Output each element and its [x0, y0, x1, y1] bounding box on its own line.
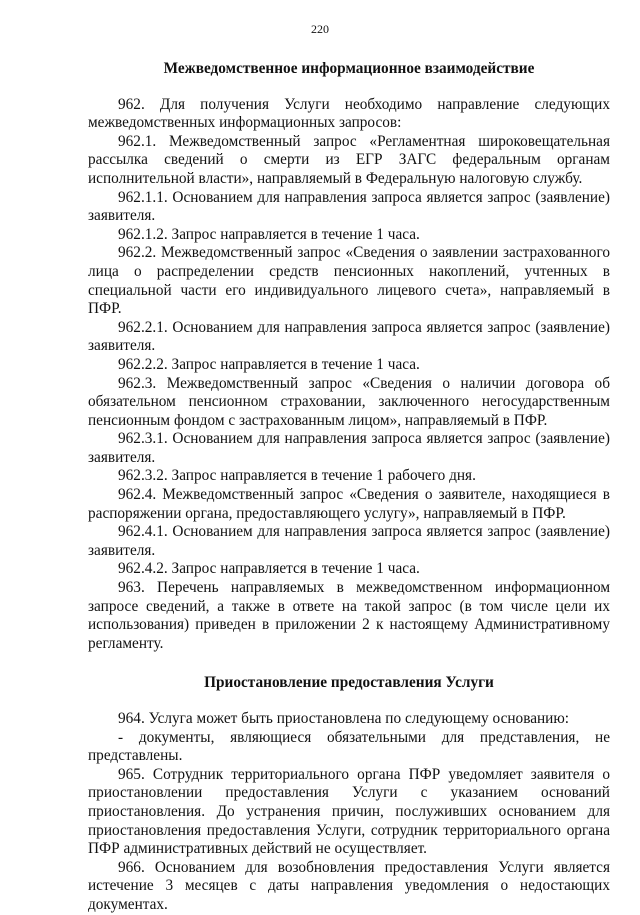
paragraph-962-3-2: 962.3.2. Запрос направляется в течение 1 рабочего дня. [118, 467, 476, 485]
paragraph-964: 964. Услуга может быть приостановлена по следующему основанию: [118, 710, 570, 727]
document-body [88, 60, 610, 915]
paragraph-963: 963. Перечень направляемых в межведомственном информационном запросе сведений, а также в ответе на такой запрос (в том числе цели их использования) приведен в приложении 2 к настоящему Административному регламенту. [88, 579, 610, 652]
paragraph-962-1: 962.1. Межведомственный запрос «Регламентная широковещательная рассылка сведений о смерти из ЕГР ЗАГС федеральным органам исполнительной власти», направляемый в Федеральную налоговую службу. [88, 132, 610, 187]
paragraph-962-4-2: 962.4.2. Запрос направляется в течение 1 часа. [118, 560, 420, 578]
paragraph-962-4: 962.4. Межведомственный запрос «Сведения о заявителе, находящиеся в распоряжении органа, предоставляющего услугу», направляемый в ПФР. [88, 486, 610, 522]
paragraph-962-2: 962.2. Межведомственный запрос «Сведения о заявлении застрахованного лица о распределении средств пенсионных накоплений, учтенных в специальной части его индивидуального лицевого счета», направляемый в ПФР. [88, 244, 610, 318]
paragraph-962-3: 962.3. Межведомственный запрос «Сведения о наличии договора об обязательном пенсионном страховании, заключенного негосударственным пенсионным фондом с застрахованным лицом», направляемый в ПФР. [88, 374, 610, 429]
paragraph-962-2-1: 962.2.1. Основанием для направления запроса является запрос (заявление) заявителя. [88, 318, 610, 355]
paragraph-962-1-2: 962.1.2. Запрос направляется в течение 1 часа. [118, 225, 420, 243]
paragraph-962: 962. Для получения Услуги необходимо направление следующих межведомственных информационных запросов: [88, 95, 610, 132]
section-title-suspension: Приостановление предоставления Услуги [204, 674, 494, 692]
paragraph-962-2-2: 962.2.2. Запрос направляется в течение 1 часа. [118, 355, 420, 373]
page-number: 220 [311, 22, 329, 36]
paragraph-964-item: - документы, являющиеся обязательными для представления, не представлены. [88, 728, 610, 765]
paragraph-962-4-1: 962.4.1. Основанием для направления запроса является запрос (заявление) заявителя. [88, 523, 610, 559]
paragraph-962-1-1: 962.1.1. Основанием для направления запроса является запрос (заявление) заявителя. [88, 188, 610, 225]
paragraph-962-3-1: 962.3.1. Основанием для направления запроса является запрос (заявление) заявителя. [88, 430, 610, 466]
paragraph-965: 965. Сотрудник территориального органа ПФР уведомляет заявителя о приостановлении предоставления Услуги с указанием оснований приостановления. До устранения причин, послуживших основанием для приостановления предоставления Услуги, сотрудник территориального органа ПФР административных действий не осуществляет. [88, 765, 610, 858]
section-title-interagency: Межведомственное информационное взаимодействие [163, 60, 535, 77]
paragraph-966: 966. Основанием для возобновления предоставления Услуги является истечение 3 месяцев с даты направления уведомления о недостающих документах. [88, 858, 610, 913]
